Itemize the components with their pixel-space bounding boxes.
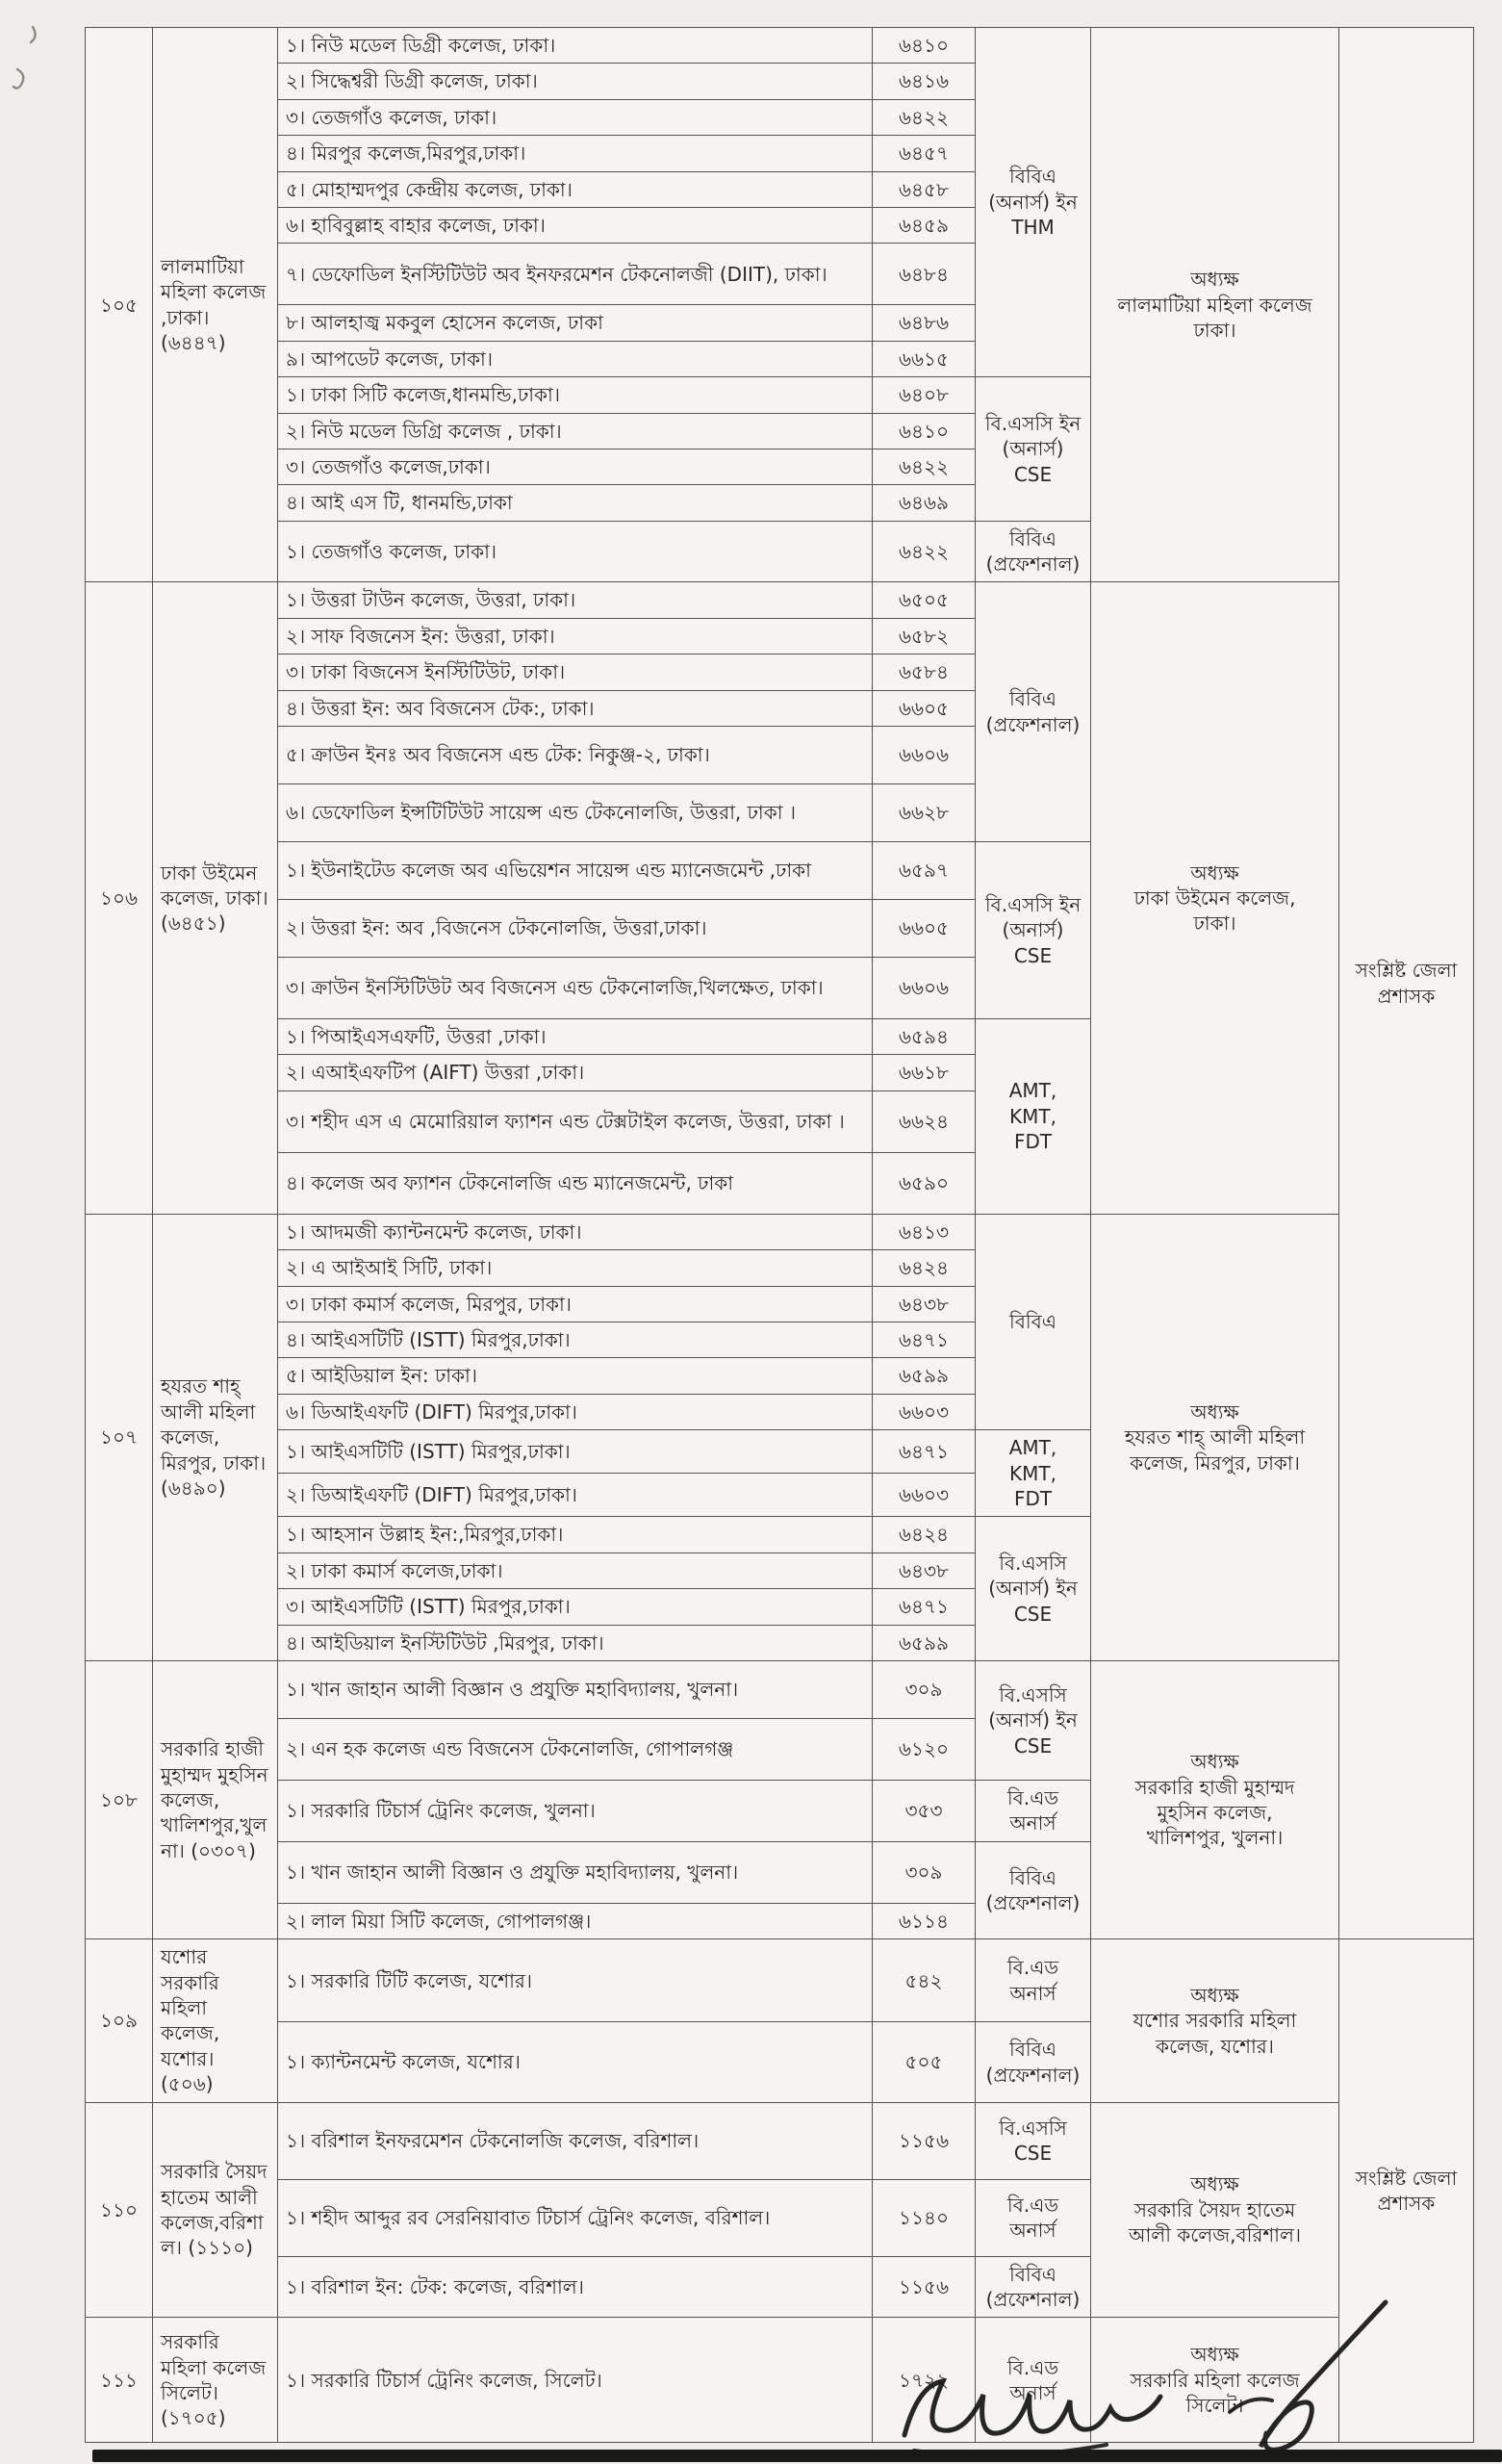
institution-cell: ৪। কলেজ অব ফ্যাশন টেকনোলজি এন্ড ম্যানেজমেন্ট, ঢাকা — [278, 1152, 873, 1214]
institution-cell: ১। সরকারি টিচার্স ট্রেনিং কলেজ, খুলনা। — [278, 1780, 873, 1841]
code-cell: ৬৪০৮ — [873, 377, 976, 413]
code-cell: ৬৫৮৪ — [873, 654, 976, 690]
text-line: (অনার্স) — [1002, 918, 1064, 942]
table-row — [86, 1939, 1474, 2022]
text-line: (অনার্স) — [1002, 437, 1064, 461]
text-line: অনার্স — [1009, 2219, 1056, 2243]
code-cell: ৬৬০৫ — [873, 900, 976, 958]
text-line: আলী কলেজ,বরিশাল। — [1128, 2223, 1302, 2247]
text-line: অধ্যক্ষ — [1190, 860, 1239, 885]
text-line: বি.এড — [1006, 2193, 1059, 2217]
text-line: KMT, — [1009, 1461, 1056, 1485]
course-cell — [976, 521, 1091, 582]
text-line: CSE — [1013, 943, 1053, 967]
code-cell: ৬৬০৬ — [873, 727, 976, 784]
code-cell: ৬৪৭১ — [873, 1589, 976, 1625]
text-line: সরকারি মহিলা কলেজ — [1130, 2368, 1300, 2392]
code-cell: ৬৫৯৯ — [873, 1625, 976, 1660]
text-line: সংশ্লিষ্ট জেলা — [1355, 959, 1458, 983]
code-cell: ৩০৯ — [873, 1841, 976, 1903]
code-cell: ৬৪৭১ — [873, 1430, 976, 1474]
course-cell — [976, 2102, 1091, 2179]
code-cell: ৬৪১৬ — [873, 64, 976, 99]
institution-cell: ৬। ডিআইএফটি (DIFT) মিরপুর,ঢাকা। — [278, 1394, 873, 1429]
institution-cell: ৫। মোহাম্মদপুর কেন্দ্রীয় কলেজ, ঢাকা। — [278, 171, 873, 207]
code-cell: ৫০৫ — [873, 2022, 976, 2102]
institution-cell: ২। এ আইআই সিটি, ঢাকা। — [278, 1250, 873, 1286]
institution-cell: ৩। তেজগাঁও কলেজ,ঢাকা। — [278, 449, 873, 484]
code-cell: ৬৪৫৮ — [873, 171, 976, 207]
course-cell — [976, 1660, 1091, 1780]
text-line: বি.এসসি ইন — [984, 892, 1082, 916]
code-cell: ৬৪১০ — [873, 413, 976, 449]
text-line: FDT — [1013, 1486, 1053, 1510]
code-cell: ৬৪৫৯ — [873, 207, 976, 243]
text-line: কলেজ, মিরপুর, ঢাকা। — [1130, 1450, 1300, 1475]
text-line: সরকারি হাজী মুহাম্মদ — [1134, 1775, 1295, 1799]
college-name-cell: সরকারি হাজী মুহাম্মদ মুহসিন কলেজ, খালিশপুর,খুলনা। (০৩০৭) — [153, 1660, 278, 1938]
course-cell — [976, 1841, 1091, 1938]
institution-cell: ১। সরকারি টিচার্স ট্রেনিং কলেজ, সিলেট। — [278, 2318, 873, 2443]
course-cell — [976, 2318, 1091, 2443]
principal-cell — [1091, 2102, 1339, 2318]
institution-cell: ৪। মিরপুর কলেজ,মিরপুর,ঢাকা। — [278, 136, 873, 171]
institution-cell: ১। খান জাহান আলী বিজ্ঞান ও প্রযুক্তি মহাবিদ্যালয়, খুলনা। — [278, 1841, 873, 1903]
institution-cell: ১। পিআইএসএফটি, উত্তরা ,ঢাকা। — [278, 1019, 873, 1055]
text-line: হযরত শাহ্ আলী মহিলা — [1124, 1425, 1306, 1450]
text-line: সরকারি সৈয়দ হাতেম — [1133, 2197, 1296, 2221]
institution-cell: ৭। ডেফোডিল ইনস্টিটিউট অব ইনফরমেশন টেকনোলজী (DIIT), ঢাকা। — [278, 244, 873, 305]
text-line: কলেজ, যশোর। — [1156, 2034, 1274, 2058]
code-cell: ৬৪২২ — [873, 521, 976, 582]
college-name-cell: যশোর সরকারি মহিলা কলেজ, যশোর। (৫০৬) — [153, 1939, 278, 2102]
code-cell: ৬৪১০ — [873, 28, 976, 64]
text-line: (অনার্স) ইন — [988, 1577, 1078, 1601]
code-cell: ৬৬২৪ — [873, 1091, 976, 1152]
text-line: ঢাকা। — [1193, 318, 1236, 342]
institution-cell: ১। আদমজী ক্যান্টনমেন্ট কলেজ, ঢাকা। — [278, 1214, 873, 1249]
institution-cell: ১। নিউ মডেল ডিগ্রী কলেজ, ঢাকা। — [278, 28, 873, 64]
college-name-cell: সরকারি মহিলা কলেজ সিলেট।(১৭০৫) — [153, 2318, 278, 2443]
code-cell: ৬৪৩৮ — [873, 1553, 976, 1588]
institution-cell: ১। আইএসটিটি (ISTT) মিরপুর,ঢাকা। — [278, 1430, 873, 1474]
table-row — [86, 28, 1474, 64]
institution-cell: ৯। আপডেট কলেজ, ঢাকা। — [278, 341, 873, 376]
text-line: অধ্যক্ষ — [1190, 268, 1239, 292]
text-line: বিবিএ — [1009, 165, 1056, 189]
text-line: (প্রফেশনাল) — [985, 2288, 1081, 2312]
institution-cell: ২। এন হক কলেজ এন্ড বিজনেস টেকনোলজি, গোপালগঞ্জ — [278, 1718, 873, 1780]
course-cell — [976, 1430, 1091, 1517]
college-name-cell: সরকারি সৈয়দ হাতেম আলী কলেজ,বরিশাল। (১১১০) — [153, 2102, 278, 2318]
text-line: অধ্যক্ষ — [1190, 2343, 1239, 2367]
principal-cell — [1091, 1660, 1339, 1938]
code-cell: ৬১১৪ — [873, 1903, 976, 1938]
code-cell: ৬৬১৫ — [873, 341, 976, 376]
institution-cell: ৬। হাবিবুল্লাহ বাহার কলেজ, ঢাকা। — [278, 207, 873, 243]
course-cell — [976, 377, 1091, 522]
institution-cell: ২। ডিআইএফটি (DIFT) মিরপুর,ঢাকা। — [278, 1474, 873, 1517]
institution-cell: ১। খান জাহান আলী বিজ্ঞান ও প্রযুক্তি মহাবিদ্যালয়, খুলনা। — [278, 1660, 873, 1718]
text-line: AMT, — [1008, 1079, 1057, 1103]
text-line: FDT — [1013, 1130, 1053, 1154]
text-line: CSE — [1013, 2142, 1053, 2166]
text-line: বিবিএ — [1009, 1310, 1056, 1334]
institution-cell: ৩। শহীদ এস এ মেমোরিয়াল ফ্যাশন এন্ড টেক্সটাইল কলেজ, উত্তরা, ঢাকা । — [278, 1091, 873, 1152]
code-cell: ৬৪২২ — [873, 449, 976, 484]
course-cell — [976, 1780, 1091, 1841]
institution-cell: ১। ইউনাইটেড কলেজ অব এভিয়েশন সায়েন্স এন্ড ম্যানেজমেন্ট ,ঢাকা — [278, 842, 873, 900]
handwriting-mark — [4, 19, 71, 106]
text-line: যশোর সরকারি মহিলা — [1133, 2009, 1297, 2033]
course-cell — [976, 2179, 1091, 2256]
institution-cell: ৪। আইডিয়াল ইনস্টিটিউট ,মিরপুর, ঢাকা। — [278, 1625, 873, 1660]
text-line: CSE — [1013, 1733, 1053, 1758]
code-cell: ৬৪২২ — [873, 99, 976, 135]
text-line: ঢাকা উইমেন কলেজ, — [1133, 886, 1296, 910]
scan-edge-bar — [92, 2450, 1502, 2462]
institution-cell: ৪। আই এস টি, ধানমন্ডি,ঢাকা — [278, 485, 873, 521]
institution-cell: ২। এআইএফটিপ (AIFT) উত্তরা ,ঢাকা। — [278, 1055, 873, 1091]
code-cell: ৬৬০৩ — [873, 1394, 976, 1429]
institution-cell: ১। বরিশাল ইন: টেক: কলেজ, বরিশাল। — [278, 2256, 873, 2318]
text-line: বি.এড — [1006, 1956, 1059, 1980]
course-cell — [976, 1939, 1091, 2022]
text-line: ঢাকা। — [1193, 911, 1236, 936]
code-cell: ৬৪৫৭ — [873, 136, 976, 171]
code-cell: ৬৬০৩ — [873, 1474, 976, 1517]
course-cell — [976, 2256, 1091, 2318]
table-row — [86, 2318, 1474, 2443]
code-cell: ৬৫৯৯ — [873, 1358, 976, 1394]
serial-cell: ১০৬ — [86, 582, 153, 1214]
code-cell: ৬৪১৩ — [873, 1214, 976, 1249]
course-cell — [976, 1214, 1091, 1429]
serial-cell: ১১১ — [86, 2318, 153, 2443]
institution-cell: ২। উত্তরা ইন: অব ,বিজনেস টেকনোলজি, উত্তরা,ঢাকা। — [278, 900, 873, 958]
code-cell: ৬৪২৪ — [873, 1250, 976, 1286]
institution-cell: ১। শহীদ আব্দুর রব সেরনিয়াবাত টিচার্স ট্রেনিং কলেজ, বরিশাল। — [278, 2179, 873, 2256]
institution-cell: ৪। আইএসটিটি (ISTT) মিরপুর,ঢাকা। — [278, 1322, 873, 1357]
text-line: অধ্যক্ষ — [1190, 2172, 1239, 2196]
college-name-cell: ঢাকা উইমেন কলেজ, ঢাকা। (৬৪৫১) — [153, 582, 278, 1214]
code-cell: ৬৪৬৯ — [873, 485, 976, 521]
serial-cell: ১১০ — [86, 2102, 153, 2318]
principal-cell — [1091, 1214, 1339, 1660]
institution-cell: ১। সরকারি টিটি কলেজ, যশোর। — [278, 1939, 873, 2022]
table-row — [86, 2102, 1474, 2179]
text-line: সিলেট। — [1185, 2394, 1244, 2418]
code-cell: ৬৬১৮ — [873, 1055, 976, 1091]
text-line: (অনার্স) ইন — [988, 190, 1078, 214]
course-cell — [976, 842, 1091, 1019]
code-cell: ৬৪২৪ — [873, 1517, 976, 1553]
text-line: খালিশপুর, খুলনা। — [1146, 1826, 1284, 1850]
code-cell: ৬৬২৮ — [873, 784, 976, 842]
code-cell: ৬৪৮৪ — [873, 244, 976, 305]
principal-cell — [1091, 28, 1339, 582]
district-admin-cell — [1339, 1939, 1474, 2443]
code-cell: ৬৫৯৪ — [873, 1019, 976, 1055]
institution-cell: ২। লাল মিয়া সিটি কলেজ, গোপালগঞ্জ। — [278, 1903, 873, 1938]
text-line: মুহসিন কলেজ, — [1157, 1801, 1273, 1825]
text-line: অনার্স — [1009, 1811, 1056, 1835]
course-cell — [976, 1019, 1091, 1215]
institution-cell: ৩। আইএসটিটি (ISTT) মিরপুর,ঢাকা। — [278, 1589, 873, 1625]
code-cell: ৬৬০৬ — [873, 958, 976, 1019]
college-name-cell: হযরত শাহ্ আলী মহিলা কলেজ, মিরপুর, ঢাকা। (৬৪৯০) — [153, 1214, 278, 1660]
text-line: THM — [1011, 216, 1055, 240]
text-line: KMT, — [1009, 1104, 1056, 1128]
institution-cell: ৫। ক্রাউন ইনঃ অব বিজনেস এন্ড টেক: নিকুঞ্জ-২, ঢাকা। — [278, 727, 873, 784]
institution-cell: ১। ঢাকা সিটি কলেজ,ধানমন্ডি,ঢাকা। — [278, 377, 873, 413]
text-line: অধ্যক্ষ — [1190, 1750, 1239, 1774]
institution-cell: ১। ক্যান্টনমেন্ট কলেজ, যশোর। — [278, 2022, 873, 2102]
course-cell — [976, 2022, 1091, 2102]
serial-cell: ১০৯ — [86, 1939, 153, 2102]
text-line: সংশ্লিষ্ট জেলা — [1355, 2166, 1458, 2190]
institution-cell: ২। সিদ্ধেশ্বরী ডিগ্রী কলেজ, ঢাকা। — [278, 64, 873, 99]
text-line: বিবিএ — [1009, 687, 1056, 711]
code-cell: ৬১২০ — [873, 1718, 976, 1780]
institution-cell: ২। নিউ মডেল ডিগ্রি কলেজ , ঢাকা। — [278, 413, 873, 449]
text-line: অধ্যক্ষ — [1190, 1399, 1239, 1424]
text-line: AMT, — [1008, 1436, 1057, 1460]
institution-cell: ১। আহসান উল্লাহ ইন:,মিরপুর,ঢাকা। — [278, 1517, 873, 1553]
code-cell: ৬৪৮৬ — [873, 305, 976, 341]
text-line: (প্রফেশনাল) — [985, 552, 1081, 577]
code-cell: ১১৫৬ — [873, 2102, 976, 2179]
code-cell: ৬৬০৫ — [873, 690, 976, 726]
institution-cell: ১। তেজগাঁও কলেজ, ঢাকা। — [278, 521, 873, 582]
text-line: বি.এসসি — [999, 1552, 1067, 1576]
course-cell — [976, 28, 1091, 377]
code-cell: ৬৫৮২ — [873, 618, 976, 654]
code-cell: ৬৪৩৮ — [873, 1286, 976, 1322]
code-cell: ১১৫৬ — [873, 2256, 976, 2318]
institution-cell: ৩। ঢাকা কমার্স কলেজ, মিরপুর, ঢাকা। — [278, 1286, 873, 1322]
code-cell: ৬৫৯৭ — [873, 842, 976, 900]
institution-cell: ৩। ঢাকা বিজনেস ইনস্টিটিউট, ঢাকা। — [278, 654, 873, 690]
code-cell: ১৭২২ — [873, 2318, 976, 2443]
text-line: CSE — [1013, 1602, 1053, 1626]
table-row — [86, 1660, 1474, 1718]
table-row — [86, 1214, 1474, 1249]
code-cell: ৫৪২ — [873, 1939, 976, 2022]
institution-cell: ১। উত্তরা টাউন কলেজ, উত্তরা, ঢাকা। — [278, 582, 873, 618]
text-line: বিবিএ — [1009, 2038, 1056, 2062]
course-cell — [976, 582, 1091, 842]
code-cell: ৬৫০৫ — [873, 582, 976, 618]
institution-cell: ৮। আলহাজ্ব মকবুল হোসেন কলেজ, ঢাকা — [278, 305, 873, 341]
institution-cell: ৪। উত্তরা ইন: অব বিজনেস টেক:, ঢাকা। — [278, 690, 873, 726]
college-assignment-table — [85, 27, 1474, 2443]
code-cell: ৬৪৭১ — [873, 1322, 976, 1357]
text-line: CSE — [1013, 462, 1053, 486]
text-line: অনার্স — [1009, 1981, 1056, 2005]
text-line: (অনার্স) ইন — [988, 1708, 1078, 1732]
text-line: প্রশাসক — [1377, 2192, 1436, 2216]
code-cell: ১১৪০ — [873, 2179, 976, 2256]
code-cell: ৬৫৯০ — [873, 1152, 976, 1214]
table-row — [86, 582, 1474, 618]
serial-cell: ১০৮ — [86, 1660, 153, 1938]
course-cell — [976, 1517, 1091, 1661]
college-name-cell: লালমাটিয়া মহিলা কলেজ ,ঢাকা।(৬৪৪৭) — [153, 28, 278, 582]
institution-cell: ২। সাফ বিজনেস ইন: উত্তরা, ঢাকা। — [278, 618, 873, 654]
text-line: (প্রফেশনাল) — [985, 1891, 1081, 1915]
text-line: অনার্স — [1009, 2380, 1056, 2404]
serial-cell: ১০৫ — [86, 28, 153, 582]
text-line: বি.এসসি ইন — [984, 411, 1082, 435]
text-line: বিবিএ — [1009, 2262, 1056, 2286]
principal-cell — [1091, 2318, 1339, 2443]
text-line: (প্রফেশনাল) — [985, 2063, 1081, 2087]
text-line: (প্রফেশনাল) — [985, 712, 1081, 736]
text-line: বি.এসসি — [999, 1682, 1067, 1707]
text-line: বি.এসসি — [999, 2116, 1067, 2140]
serial-cell: ১০৭ — [86, 1214, 153, 1660]
text-line: অধ্যক্ষ — [1190, 1983, 1239, 2007]
code-cell: ৩৫৩ — [873, 1780, 976, 1841]
text-line: বিবিএ — [1009, 1865, 1056, 1889]
institution-cell: ৫। আইডিয়াল ইন: ঢাকা। — [278, 1358, 873, 1394]
text-line: বিবিএ — [1009, 526, 1056, 551]
principal-cell — [1091, 1939, 1339, 2102]
principal-cell — [1091, 582, 1339, 1214]
institution-cell: ৩। ক্রাউন ইনস্টিটিউট অব বিজনেস এন্ড টেকনোলজি,খিলক্ষেত, ঢাকা। — [278, 958, 873, 1019]
text-line: বি.এড — [1006, 1786, 1059, 1810]
institution-cell: ২। ঢাকা কমার্স কলেজ,ঢাকা। — [278, 1553, 873, 1588]
text-line: প্রশাসক — [1377, 984, 1436, 1008]
code-cell: ৩০৯ — [873, 1660, 976, 1718]
institution-cell: ৬। ডেফোডিল ইন্সটিটিউট সায়েন্স এন্ড টেকনোলজি, উত্তরা, ঢাকা । — [278, 784, 873, 842]
institution-cell: ৩। তেজগাঁও কলেজ, ঢাকা। — [278, 99, 873, 135]
text-line: বি.এড — [1006, 2355, 1059, 2379]
text-line: লালমাটিয়া মহিলা কলেজ — [1117, 293, 1312, 317]
institution-cell: ১। বরিশাল ইনফরমেশন টেকনোলজি কলেজ, বরিশাল। — [278, 2102, 873, 2179]
district-admin-cell — [1339, 28, 1474, 1939]
